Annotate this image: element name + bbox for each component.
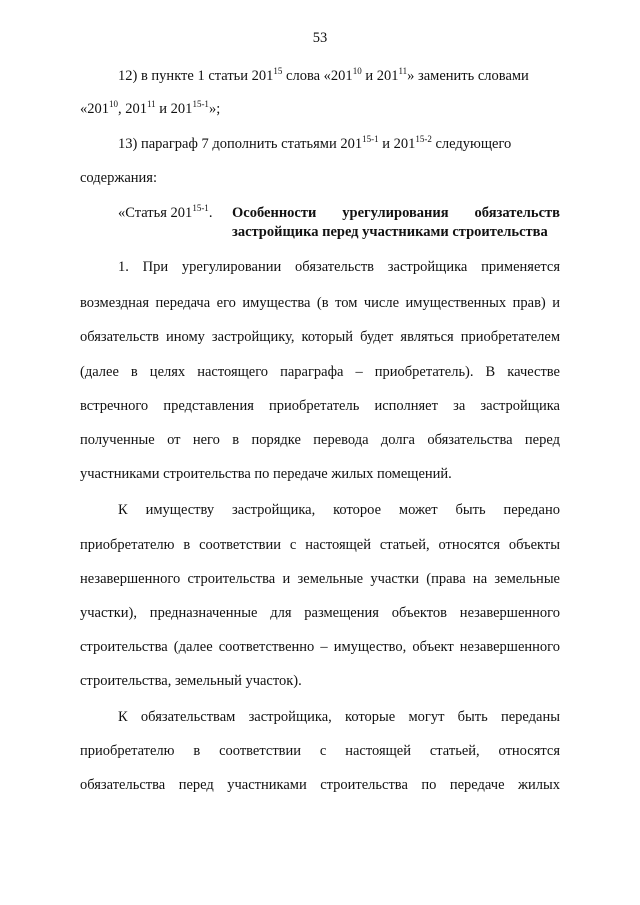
paragraph-1-line-5: встречного представления приобретатель исполняет за застройщика bbox=[80, 398, 560, 414]
paragraph-2-line-1: К имуществу застройщика, которое может быть передано bbox=[118, 502, 560, 518]
item-13-line-1: 13) параграф 7 дополнить статьями 201$^{15-1}$ и 201$^{15-2}$ следующего bbox=[118, 134, 512, 152]
paragraph-2-line-3: незавершенного строительства и земельные участки (права на земельные bbox=[80, 571, 560, 587]
page-number: 53 bbox=[312, 30, 328, 46]
paragraph-1-line-1: 1. При урегулировании обязательств застройщика применяется bbox=[118, 259, 560, 275]
item-12-line-1: 12) в пункте 1 статьи $201^{15}$ слова «$201^{10}$ и $201^{11}$» заменить словами bbox=[118, 66, 529, 84]
paragraph-3-line-2: приобретателю в соответствии с настоящей статьей, относятся bbox=[80, 743, 560, 759]
paragraph-2-line-2: приобретателю в соответствии с настоящей статьей, относятся объекты bbox=[80, 537, 560, 553]
paragraph-1-line-7: участниками строительства по передаче жилых помещений. bbox=[80, 466, 452, 482]
item-12-line-2: «$201^{10}$, $201^{11}$ и 201$^{15-1}$»; bbox=[80, 99, 221, 117]
paragraph-1-line-6: полученные от него в порядке перевода долга обязательства перед bbox=[80, 432, 560, 448]
paragraph-1-line-2: возмездная передача его имущества (в том числе имущественных прав) и bbox=[80, 295, 560, 311]
paragraph-3-line-1: К обязательствам застройщика, которые могут быть переданы bbox=[118, 709, 560, 725]
paragraph-2-line-4: участки), предназначенные для размещения объектов незавершенного bbox=[80, 605, 560, 621]
item-13-line-2: содержания: bbox=[80, 170, 158, 186]
paragraph-2-line-6: строительства, земельный участок). bbox=[80, 673, 302, 689]
article-label: «Статья 201$^{15-1}$. bbox=[118, 203, 213, 221]
paragraph-1-line-3: обязательств иному застройщику, который будет являться приобретателем bbox=[80, 329, 560, 345]
article-title-line-1: Особенности урегулирования обязательств bbox=[232, 205, 560, 221]
paragraph-2-line-5: строительства (далее соответственно – имущество, объект незавершенного bbox=[80, 639, 560, 655]
paragraph-3-line-3: обязательства перед участниками строительства по передаче жилых bbox=[80, 777, 560, 793]
paragraph-1-line-4: (далее в целях настоящего параграфа – приобретатель). В качестве bbox=[80, 364, 560, 380]
article-title-line-2: застройщика перед участниками строительства bbox=[232, 224, 548, 240]
